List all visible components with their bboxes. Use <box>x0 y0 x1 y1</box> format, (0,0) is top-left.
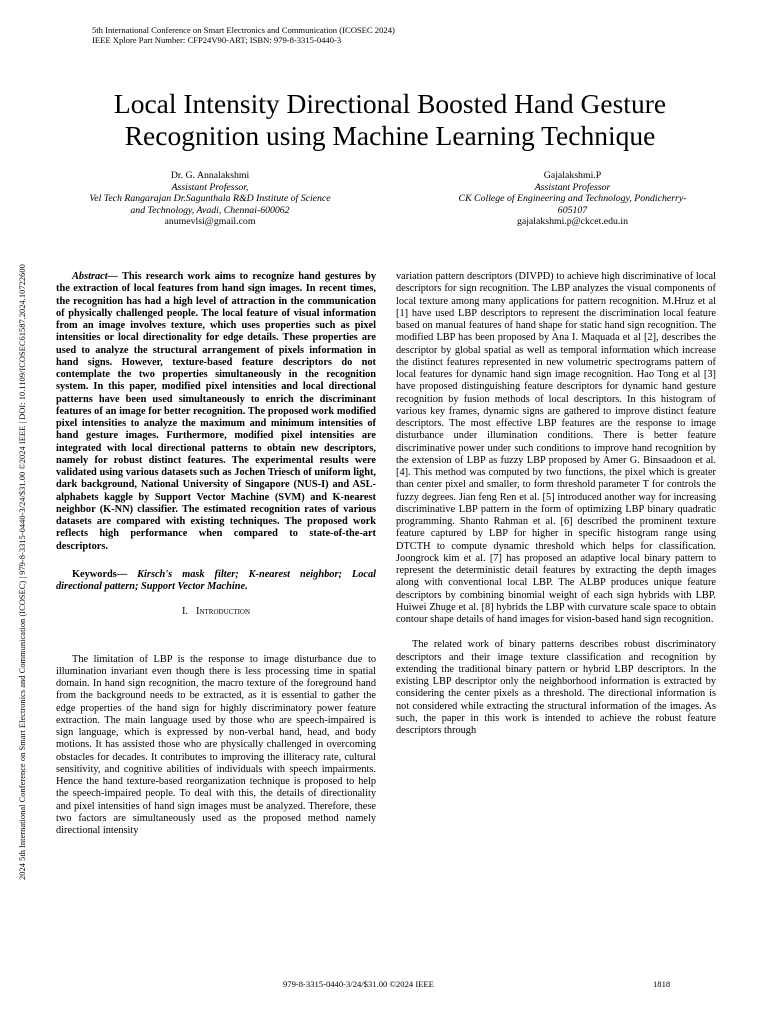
abstract <box>56 271 376 553</box>
keywords-text: Kirsch's mask filter; K-nearest neighbor; Local directional pattern; Support Vector Machine. <box>56 568 376 592</box>
title-line-1: Local Intensity Directional Boosted Hand Gesture <box>113 88 667 119</box>
author-name: Dr. G. Annalakshmi <box>170 170 250 181</box>
section-number: I. <box>181 606 189 618</box>
author-email: gajalakshmi.p@ckcet.edu.in <box>516 216 629 228</box>
abstract-label: Abstract— <box>72 271 118 282</box>
author-affiliation-line-2: 605107 <box>557 204 588 216</box>
body-paragraph-1: variation pattern descriptors (DIVPD) to achieve high discriminative of local descriptors for sign recognition. The LBP analyzes the visual components of local texture among many applications for pattern recognition. M.Hruz et al [1] have used LBP descriptors to represent the discrimination local feature based on manual features of hand shape for static hand sign recognition. The modified LBP has been proposed by Ana I. Maquada et al [2], describes the descriptor by global spatial as well as temporal information which increase the distinct features represented in new volumetric spectrograms pattern of local features for dynamic hand sign image recognition. Hao Tong et al [3] have proposed distinguishing feature descriptors for dynamic hand gesture recognition by fusion methods of local descriptors. In this histogram of various key frames, dynamic signs are gathered to improve distinct feature descriptors. The most effective LBP features are the response to image disturbance under illumination conditions. There is better feature discriminative power under such conditions to improve hand recognition by the extension of LBP as fuzzy LBP proposed by Amer G. Binsaadoon et al. [4]. This method was computed by two functions, the pixel which is greater than center pixel and smaller, to form threshold parameter T for controls the fuzzy degrees. Jian feng Ren et al. [5] introduced another way for increasing discriminative LBP pattern in the form of optimizing LBP binary quadratic programming. Shanto Rahman et al. [6] described the prominent texture feature captured by LBP for higher in specific histogram range using DTCTH to compute dynamic threshold which helps for classification. Joongrock kim et al. [7] has proposed an adaptive local binary pattern to represent the deterministic detail features by extracting the depth images along with conventional local LBP. The ALBP produces unique feature descriptors by combining binomial weight of each sign hybrids with LBP. Huiwei Zhuge et al. [8] hybrids the LBP with curvature scale space to obtain contour shape details of hand images for vision-based hand sign recognition. <box>396 271 716 625</box>
title-line-2: Recognition using Machine Learning Technique <box>124 120 656 151</box>
author-affiliation-line-2: and Technology, Avadi, Chennai-600062 <box>130 204 290 216</box>
author-affiliation-line-1: Vel Tech Rangarajan Dr.Sagunthala R&D Institute of Science <box>89 193 331 205</box>
right-column <box>396 271 716 737</box>
doi-side-strip: 2024 5th International Conference on Smart Electronics and Communication (ICOSEC) | 979-8-3315-0440-3/24/$31.00 ©2024 IEEE | DOI: 10.1109/ICOSEC61587.2024.10722600 <box>18 264 27 880</box>
conference-name: 5th International Conference on Smart Electronics and Communication (ICOSEC 2024) <box>92 25 395 35</box>
abstract-text: This research work aims to recognize hand gestures by the extraction of local features from hand sign images. In recent times, the recognition has had a high level of attraction in the communication of physically challenged people. The local feature of visual information from an image involves texture, which uses properties such as pixel intensities or local directionality for edge details. These properties are used to analyze the structural arrangement of pixels information in hand signs. However, texture-based feature descriptors do not contemplate the two properties simultaneously in the recognition system. In this paper, modified pixel intensities and local directional patterns have been used simultaneously to enrich the discriminant features of an image for better recognition. The proposed work modified pixel intensities to analyze the maximum and minimum intensities of hand gesture images. Furthermore, modified pixel intensities are integrated with local directional patterns to obtain new descriptors, namely for robust distinct features. The experimental results were validated using various datasets such as Jochen Triesch of uniform light, dark background, National University of Singapore (NUS-I) and ASL-alphabets kaggle by Support Vector Machine (SVM) and K-nearest neighbor (K-NN) classifier. The estimated recognition rates of various datasets are compared with existing techniques. The proposed work reflects high performance when compared to state-of-the-art descriptors. <box>56 271 376 552</box>
footer-copyright: 979-8-3315-0440-3/24/$31.00 ©2024 IEEE <box>283 979 434 989</box>
keywords-label: Keywords— <box>72 568 128 580</box>
body-paragraph-2: The related work of binary patterns describes robust discriminatory descriptors and their image texture classification and recognition by extending the traditional binary pattern or hybrid LBP descriptors. In the existing LBP descriptor only the neighborhood information is extracted by considering the center pixels as a threshold. The directional information is not considered while extracting the structural information of the images. As such, the paper in this work is intended to achieve the robust feature descriptors through <box>396 639 716 736</box>
author-block-2 <box>400 170 745 228</box>
keywords <box>56 569 376 594</box>
part-number: IEEE Xplore Part Number: CFP24V90-ART; ISBN: 979-8-3315-0440-3 <box>92 35 342 46</box>
author-block-1 <box>40 170 380 228</box>
conference-header <box>92 25 395 45</box>
intro-paragraph: The limitation of LBP is the response to image disturbance due to illumination invariant even though there is less processing time in spatial domain. In hand sign recognition, the macro texture of the foreground hand from the background needs to be extracted, as it is essential to gather the edge properties of the hand sign for highly discriminatory power feature extraction. The main language used by those who are speech-impaired is sign language, which is expressed by non-verbal hand, head, and body motions. It has assisted those who are physically challenged in overcoming obstacles for decades. It contributes to improving the illiteracy rate, cultural sensitivity, and cognitive abilities of individuals with speech impairments. Hence the hand texture-based reorganization technique is proposed to help the speech-impaired people. To deal with this, the details of directionality and pixel intensities of hand sign images must be analyzed. Therefore, these two factors are simultaneously used as the proposed method namely directional intensity <box>56 653 376 836</box>
author-affiliation-line-1: CK College of Engineering and Technology, Pondicherry- <box>458 193 687 205</box>
author-position: Assistant Professor, <box>171 181 249 193</box>
author-email: anumevlsi@gmail.com <box>164 216 256 228</box>
author-position: Assistant Professor <box>534 181 611 193</box>
left-column <box>56 271 376 837</box>
section-heading-introduction <box>56 606 376 618</box>
page-number: 1818 <box>653 979 671 989</box>
section-title: Introduction <box>196 606 251 618</box>
paper-title <box>40 88 740 152</box>
author-name: Gajalakshmi.P <box>543 170 602 181</box>
